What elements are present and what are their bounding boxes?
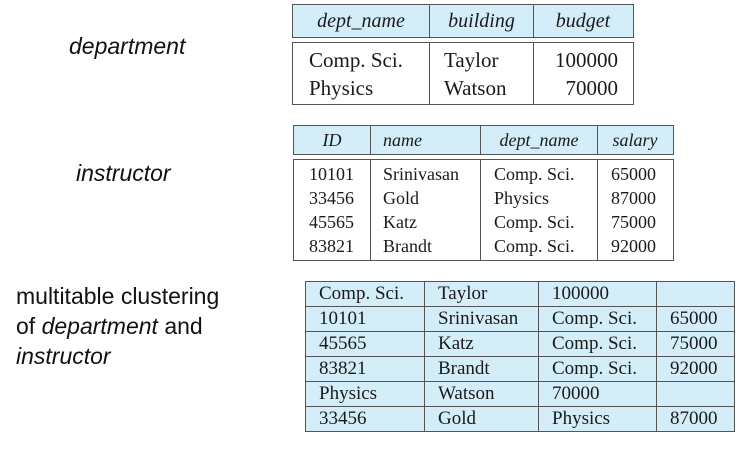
- multitable-cell: Srinivasan: [425, 307, 539, 331]
- department-header-building: building: [430, 5, 534, 37]
- department-cell: Comp. Sci.: [309, 47, 403, 72]
- instructor-col-dept-name: [481, 160, 598, 260]
- instructor-col-id: [294, 160, 371, 260]
- department-label: department: [69, 33, 186, 59]
- instructor-cell: Brandt: [383, 236, 432, 256]
- department-col-dept-name: [293, 43, 430, 104]
- department-header: [292, 4, 634, 38]
- instructor-label: instructor: [76, 160, 171, 186]
- multitable-cell: 75000: [670, 333, 718, 354]
- table-row: [306, 357, 734, 382]
- multitable-cell: 10101: [306, 307, 425, 331]
- department-col-building: [430, 43, 534, 104]
- multitable-cell: 92000: [670, 358, 718, 379]
- instructor-cell: 83821: [309, 236, 354, 256]
- multitable-cell: 87000: [670, 408, 718, 429]
- instructor-col-salary: [598, 160, 672, 260]
- department-cell: 100000: [555, 47, 618, 72]
- instructor-cell: 65000: [611, 164, 656, 184]
- instructor-table: [293, 159, 674, 261]
- department-col-budget: [534, 43, 632, 104]
- multitable-cell: 65000: [670, 308, 718, 329]
- multitable-label: [16, 281, 219, 371]
- multitable-cell: 83821: [306, 357, 425, 381]
- multitable-label-line1: multitable clustering: [16, 283, 220, 309]
- instructor-cell: Comp. Sci.: [494, 212, 575, 232]
- instructor-cell: 92000: [611, 236, 656, 256]
- multitable-table: [305, 281, 735, 432]
- multitable-cell: Katz: [425, 332, 539, 356]
- department-header-dept-name: dept_name: [293, 5, 430, 37]
- instructor-cell: 10101: [309, 164, 354, 184]
- multitable-cell: Gold: [425, 407, 539, 431]
- multitable-cell: Taylor: [425, 282, 539, 306]
- instructor-header: [293, 125, 674, 155]
- multitable-cell: 100000: [539, 282, 657, 306]
- multitable-cell: 45565: [306, 332, 425, 356]
- instructor-header-salary: salary: [612, 129, 658, 150]
- instructor-cell: Comp. Sci.: [494, 164, 575, 184]
- instructor-cell: 45565: [309, 212, 354, 232]
- multitable-label-line2: of department and: [16, 313, 203, 339]
- table-row: [306, 332, 734, 357]
- multitable-cell: Comp. Sci.: [539, 332, 657, 356]
- instructor-header-id: ID: [294, 126, 371, 154]
- multitable-cell: [657, 382, 733, 406]
- instructor-cell: Gold: [383, 188, 419, 208]
- table-row: [306, 282, 734, 307]
- table-row: [306, 382, 734, 407]
- instructor-col-name: [371, 160, 481, 260]
- multitable-cell: Physics: [306, 382, 425, 406]
- multitable-cell: Brandt: [425, 357, 539, 381]
- multitable-label-line3: instructor: [16, 343, 111, 369]
- multitable-cell: 33456: [306, 407, 425, 431]
- multitable-cell: Comp. Sci.: [539, 307, 657, 331]
- table-row: [306, 407, 734, 431]
- department-table: [292, 42, 634, 105]
- multitable-cell: Watson: [425, 382, 539, 406]
- instructor-cell: 87000: [611, 188, 656, 208]
- multitable-cell: Physics: [539, 407, 657, 431]
- department-header-budget: budget: [555, 9, 611, 32]
- department-cell: Taylor: [444, 47, 499, 72]
- department-cell: Watson: [444, 75, 507, 100]
- instructor-cell: 75000: [611, 212, 656, 232]
- multitable-cell: 70000: [539, 382, 657, 406]
- department-cell: Physics: [309, 75, 374, 100]
- table-row: [306, 307, 734, 332]
- instructor-cell: 33456: [309, 188, 354, 208]
- instructor-cell: Comp. Sci.: [494, 236, 575, 256]
- instructor-header-dept-name: dept_name: [481, 126, 598, 154]
- multitable-cell: [657, 282, 733, 306]
- instructor-cell: Katz: [383, 212, 417, 232]
- department-cell: 70000: [565, 75, 618, 100]
- multitable-cell: Comp. Sci.: [306, 282, 425, 306]
- instructor-header-name: name: [371, 126, 481, 154]
- instructor-cell: Physics: [494, 188, 550, 208]
- instructor-cell: Srinivasan: [383, 164, 459, 184]
- multitable-cell: Comp. Sci.: [539, 357, 657, 381]
